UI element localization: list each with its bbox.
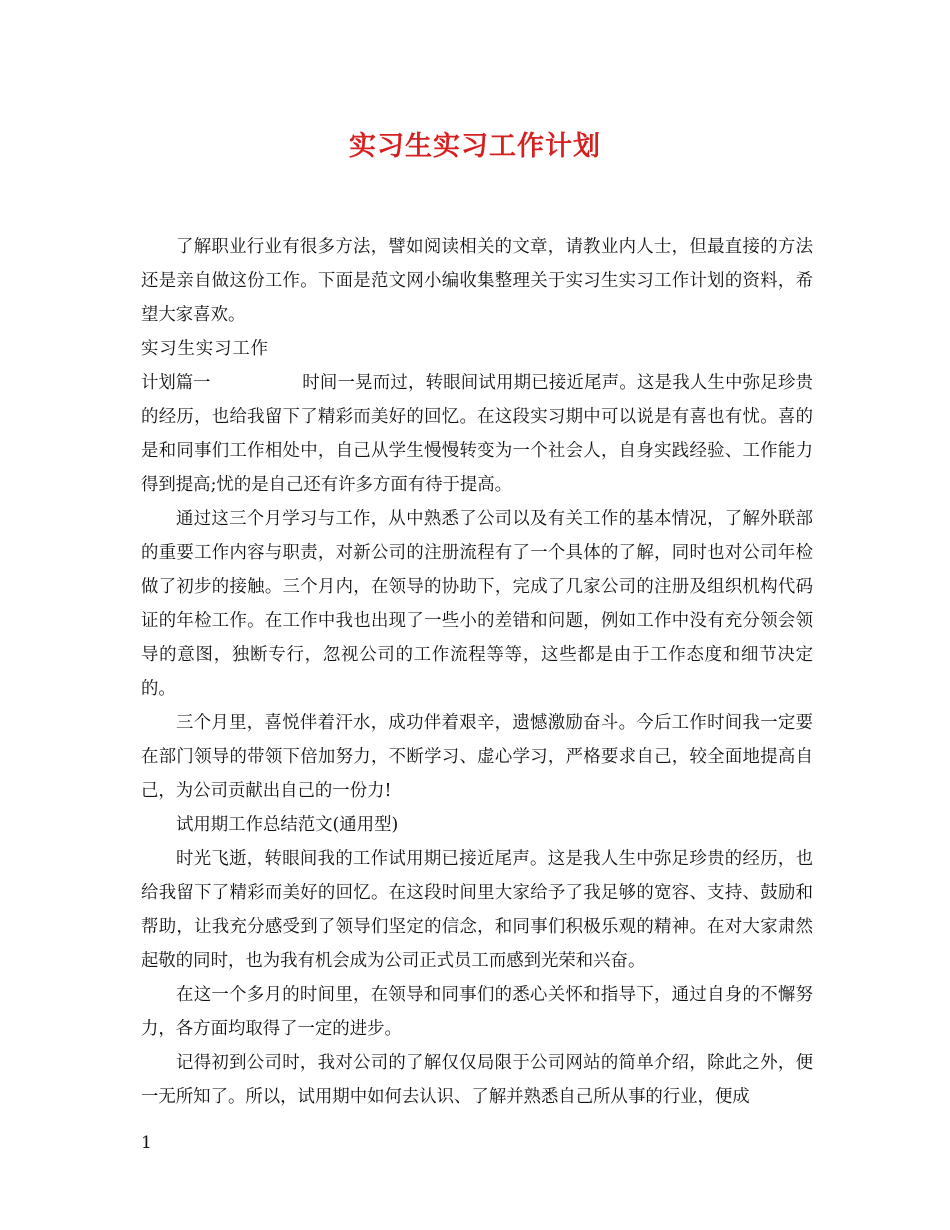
section-subheading: 试用期工作总结范文(通用型): [176, 815, 399, 835]
body-paragraph-3: 三个月里，喜悦伴着汗水，成功伴着艰辛，遗憾激励奋斗。今后工作时间我一定要在部门领导的带领下倍加努力，不断学习、虚心学习，严格要求自己，较全面地提高自己，为公司贡献出自己的一份力!: [141, 713, 813, 801]
section-one-label: 实习生实习工作计划篇一: [141, 339, 268, 393]
page-number: 1: [141, 1133, 152, 1153]
section-one-text: 时间一晃而过，转眼间试用期已接近尾声。这是我人生中弥足珍贵的经历，也给我留下了精彩而美好的回忆。在这段实习期中可以说是有喜也有忧。喜的是和同事们工作相处中，自己从学生慢慢转变为一个社会人，自身实践经验、工作能力得到提高;忧的是自己还有许多方面有待于提高。: [141, 373, 813, 495]
document-title: 实习生实习工作计划: [349, 131, 601, 162]
document-body: [141, 230, 813, 1114]
section-one-paragraph: [141, 332, 813, 502]
body-paragraph-2: 通过这三个月学习与工作，从中熟悉了公司以及有关工作的基本情况，了解外联部的重要工作内容与职责，对新公司的注册流程有了一个具体的了解，同时也对公司年检做了初步的接触。三个月内，在领导的协助下，完成了几家公司的注册及组织机构代码证的年检工作。在工作中我也出现了一些小的差错和问题，例如工作中没有充分领会领导的意图，独断专行，忽视公司的工作流程等等，这些都是由于工作态度和细节决定的。: [141, 509, 813, 699]
body-paragraph-6: 记得初到公司时，我对公司的了解仅仅局限于公司网站的简单介绍，除此之外，便一无所知了。所以，试用期中如何去认识、了解并熟悉自己所从事的行业，便成: [141, 1053, 813, 1107]
body-paragraph-4: 时光飞逝，转眼间我的工作试用期已接近尾声。这是我人生中弥足珍贵的经历，也给我留下了精彩而美好的回忆。在这段时间里大家给予了我足够的宽容、支持、鼓励和帮助，让我充分感受到了领导们坚定的信念，和同事们积极乐观的精神。在对大家肃然起敬的同时，也为我有机会成为公司正式员工而感到光荣和兴奋。: [141, 849, 813, 971]
intro-paragraph: 了解职业行业有很多方法，譬如阅读相关的文章，请教业内人士，但最直接的方法还是亲自做这份工作。下面是范文网小编收集整理关于实习生实习工作计划的资料，希望大家喜欢。: [141, 237, 813, 325]
body-paragraph-5: 在这一个多月的时间里，在领导和同事们的悉心关怀和指导下，通过自身的不懈努力，各方面均取得了一定的进步。: [141, 985, 813, 1039]
